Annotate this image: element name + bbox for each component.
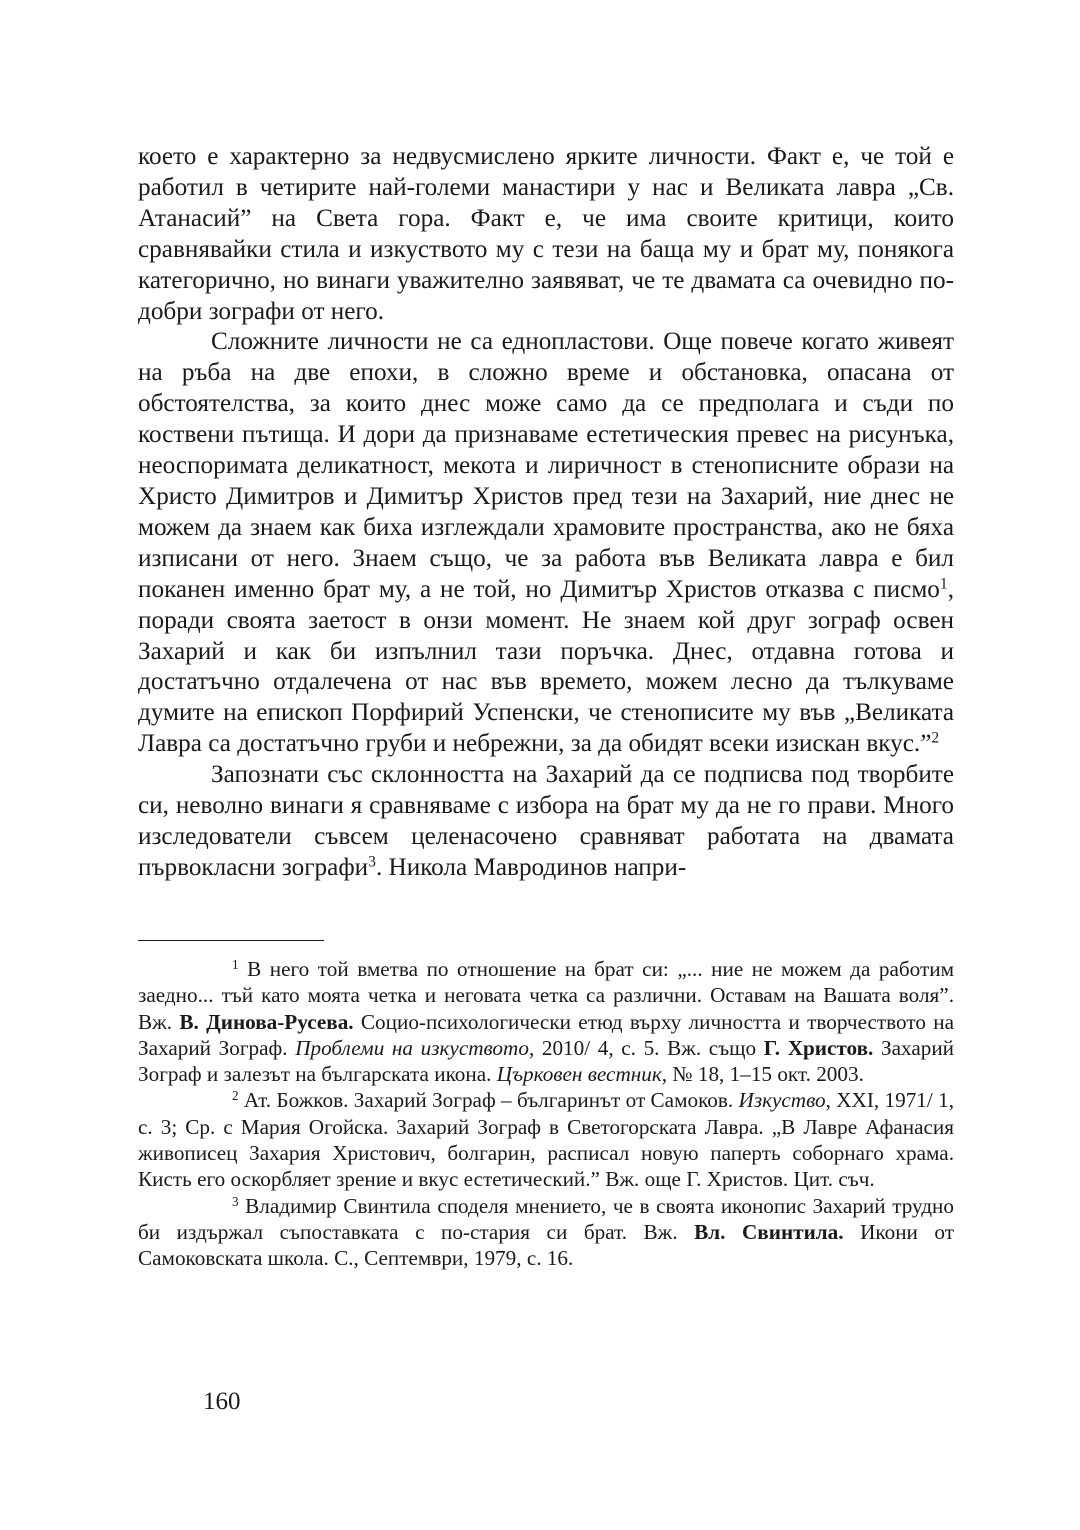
paragraph-2: Сложните личности не са еднопластови. Още повече когато живеят на ръба на две епохи, в сложно време и обстановка, опасана от обстоятелства, за които днес може само да се предполага и съди по коствени пътища. И дори да признаваме естетическия превес на рисунъка, неоспоримата деликатност, мекота и лиричност в стенописните образи на Христо Димитров и Димитър Христов пред тези на Захарий, ние днес не можем да знаем как биха изглеждали храмовите пространства, ако не бяха изписани от него. Знаем също, че за работа във Великата лавра е бил поканен именно брат му, а не той, но Димитър Христов отказва с писмо$^1$, поради своята заетост в онзи момент. Не знаем кой друг зограф освен Захарий и как би изпълнил тази поръчка. Днес, отдавна готова и достатъчно отдалечена от нас във времето, можем лесно да тълкуваме думите на епископ Порфирий Успенски, че стенописите му във „Великата Лавра са достатъчно груби и небрежни, за да обидят всеки изискан вкус.”$^2$ (138, 328, 954, 758)
footnote-2: $^2$ Ат. Божков. Захарий Зограф – българинът от Самоков. Изкуство, XXI, 1971/ 1, с. 3; Ср. с Мария Огойска. Захарий Зограф в Светогорската Лавра. „В Лавре Афанасия живописец Захария Христович, болгарин, расписал новую паперть соборнаго храма. Кисть его оскорбляет зрение и вкус естетический.” Вж. още Г. Христов. Цит. съч. (138, 1088, 955, 1192)
main-text (138, 142, 954, 884)
footnotes (138, 956, 954, 1272)
footnote-3: $^3$ Владимир Свинтила споделя мнението, че в своята иконопис Захарий трудно би издържал съпоставката с по-стария си брат. Вж. Вл. Свинтила. Икони от Самоковската школа. С., Септември, 1979, с. 16. (138, 1193, 954, 1271)
footnote-1: $^1$ В него той вметва по отношение на брат си: „... ние не можем да работим заедно... тъй като моята четка и неговата четка са различни. Оставам на Вашата воля”. Вж. В. Динова-Русева. Социо-психологически етюд върху личността и творчеството на Захарий Зограф. Проблеми на изкуството, 2010/ 4, с. 5. Вж. също Г. Христов. Захарий Зограф и залезът на българската икона. Църковен вестник, № 18, 1–15 окт. 2003. (138, 956, 954, 1087)
footnote-ref-2[interactable]: 2 (931, 729, 940, 747)
page-number: 160 (203, 1388, 241, 1415)
footnote-ref-3[interactable]: 3 (368, 853, 376, 871)
footnote-separator (138, 940, 324, 941)
paragraph-3: Запознати със склонността на Захарий да се подписва под творбите си, неволно винаги я сравняваме с избора на брат му да не го прави. Много изследователи съвсем целенасочено сравняват работата на двамата първокласни зографи$^3$. Никола Мавродинов напри- (138, 761, 954, 881)
footnote-ref-1[interactable]: 1 (939, 575, 948, 593)
paragraph-1: което е характерно за недвусмислено ярките личности. Факт е, че той е работил в четирите най-големи манастири у нас и Великата лавра „Св. Атанасий” на Света гора. Факт е, че има своите критици, които сравнявайки стила и изкуството му с тези на баща му и брат му, понякога категорично, но винаги уважително заявяват, че те двамата са очевидно по-добри зографи от него. (138, 143, 954, 325)
